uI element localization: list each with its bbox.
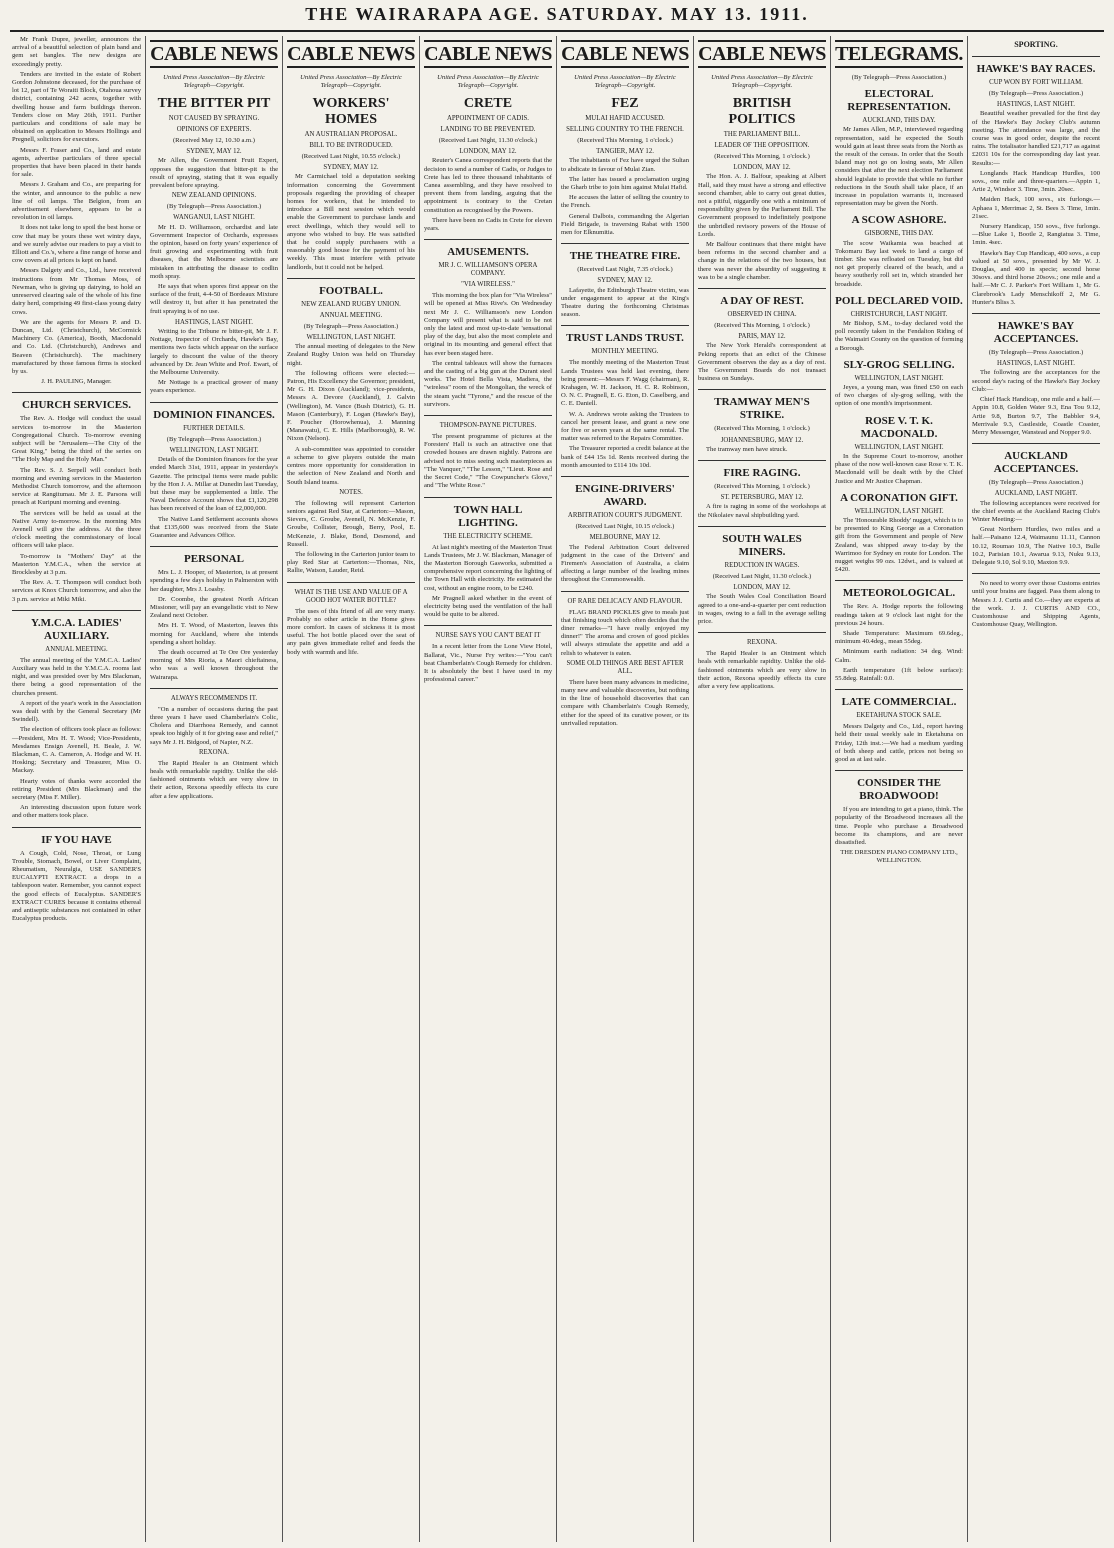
- subhead: BILL TO BE INTRODUCED.: [309, 142, 393, 149]
- subhead: LEADER OF THE OPPOSITION.: [714, 142, 810, 149]
- received-line: (Received Last Night, 7.35 o'clock.): [577, 266, 673, 274]
- dateline: WELLINGTON, LAST NIGHT.: [169, 446, 259, 454]
- para: A sub-committee was appointed to consider a scheme to give players outside the main centres more opportunity for consideration in the selection of New Zealand and North and South Island teams.: [287, 445, 415, 486]
- para: Earth temperature (1ft below surface): 55.8deg. Rainfall: 0.0.: [835, 666, 963, 682]
- para: Details of the Dominion finances for the year ended March 31st, 1911, appear in yesterday's Gazette. The principal items were made public by the Hon J. A. Millar at Dunedin last Tuesday, but these may be supplemented a little. The Naval Defence Account shows that £1,120,298 has been received of the loan of £2,000,000.: [150, 456, 278, 513]
- headline-auckland-acceptances: AUCKLAND ACCEPTANCES.: [993, 450, 1079, 476]
- dateline: SYDNEY, MAY 12.: [186, 148, 242, 156]
- headline-bitter-pit: THE BITTER PIT: [157, 96, 271, 111]
- subhead-rexona: REXONA.: [746, 639, 778, 647]
- para: Mr Bishop, S.M., to-day declared void the poll recently taken in the Fendalton Riding of the Waimairi County on the question of forming a Borough.: [835, 320, 963, 352]
- banner-cable-news: CABLE NEWS: [150, 40, 278, 68]
- subhead-old-things: SOME OLD THINGS ARE BEST AFTER ALL.: [566, 659, 684, 675]
- para: A fire is raging in some of the workshops at the Nikolaiev naval shipbuilding yard.: [698, 503, 826, 519]
- headline-dominion-finances: DOMINION FINANCES.: [153, 408, 275, 421]
- para: Jeyes, a young man, was fined £50 on each of two charges of sly-grog selling, with the option of one month's imprisonment.: [835, 384, 963, 408]
- dateline: PARIS, MAY 12.: [738, 333, 786, 341]
- headline-town-hall: TOWN HALL LIGHTING.: [453, 503, 523, 529]
- subhead: CUP WON BY FORT WILLIAM.: [989, 79, 1083, 86]
- headline-fire: FIRE RAGING.: [723, 467, 801, 480]
- dateline: LONDON, MAY 12.: [733, 164, 791, 172]
- headline-fez: FEZ: [611, 96, 639, 111]
- subhead-hot-water: WHAT IS THE USE AND VALUE OF A GOOD HOT WATER BOTTLE?: [294, 588, 408, 604]
- headline-personal: PERSONAL: [184, 553, 244, 566]
- received-line: (Received This Morning, 1 o'clock.): [714, 322, 810, 330]
- subhead: OBSERVED IN CHINA.: [727, 311, 797, 319]
- headline-day-of-rest: A DAY OF REST.: [720, 295, 804, 308]
- dateline: CHRISTCHURCH, LAST NIGHT.: [850, 310, 948, 318]
- para: Mr H. D. Williamson, orchardist and late Government Inspector of Orchards, expresses the opinion, based on forty years' experience of fruit growing and experimenting with fruit diseases, that the Melbourne scientists are mistaken in attributing the disease to codlin moth spray.: [150, 223, 278, 280]
- dateline: AUCKLAND, LAST NIGHT.: [994, 490, 1078, 498]
- ad-customs: No need to worry over those Customs entries until your brains are fagged. Pass them along to Messrs J. J. Curtis and Co.—they are experts at the work. J. J. CURTIS AND CO., Customhouse and Shipping Agents, Customhouse Quay, Wellington.: [972, 580, 1100, 629]
- para: Beautiful weather prevailed for the first day of the Hawke's Bay Jockey Club's autumn meeting. The attendance was large, and the course was in good order, despite the recent rains. The totalisator handled £21,717 as against £2031 10s for the corresponding day last year. Results:—: [972, 110, 1100, 167]
- para: The following acceptances were received for the chief events at the Auckland Racing Club's Winter Meeting:—: [972, 499, 1100, 523]
- dateline: HASTINGS, LAST NIGHT.: [997, 360, 1075, 368]
- divider: [424, 239, 552, 240]
- article-oil-lamps: Messrs J. Graham and Co., are preparing for the winter, and announce to the public a new line of oil lamps. The Belgion, from an advertisement elsewhere, appears to be a revolution in oil lamps.: [12, 181, 141, 222]
- subhead: MONTHLY MEETING.: [591, 348, 659, 356]
- headline-church: CHURCH SERVICES.: [21, 399, 132, 412]
- para: The annual meeting of delegates to the New Zealand Rugby Union was held on Thursday night.: [287, 343, 415, 367]
- received-line: (Received Last Night, 11.30 o'clock.): [712, 572, 812, 580]
- para: Shade Temperature: Maximum 69.6deg., minimum 40.4deg., mean 55deg.: [835, 629, 963, 646]
- para: The South Wales Coal Conciliation Board agreed to a one-and-a-quarter per cent reduction in wages, owing to a fall in the average selling price.: [698, 593, 826, 625]
- para: He says that when spores first appear on the surface of the fruit, 4-4-50 of Bordeaux Mixture will destroy it, but after it has penetrated the fruit spraying is of no use.: [150, 283, 278, 315]
- received-line: (Received Last Night, 11.30 o'clock.): [438, 137, 538, 144]
- para: This morning the box plan for "Via Wireless" will be opened at Miss Rive's. On Wednesday next Mr J. C. Williamson's new London Company will present what is said to be not only the latest and most up-to-date 'sensational play of the day, but also the most complete and original in its mounting and general effect that has ever been staged here.: [424, 292, 552, 357]
- ymca-para: An interesting discussion upon future work and other matters took place.: [12, 804, 141, 820]
- column-5: [556, 36, 693, 1542]
- para: He accuses the latter of selling the country to the French.: [561, 194, 689, 210]
- headline-engine-drivers: ENGINE-DRIVERS' AWARD.: [575, 483, 675, 509]
- para: The 'Honourable Rhoddy' nugget, which is to be presented to King George as a Coronation gift from the Government and people of New Zealand, was shipped away to-day by the Warrimoo for Sydney en route for London. The nugget weighs 99 ozs. 12dwt., and is valued at £420.: [835, 516, 963, 574]
- column-8: [967, 36, 1104, 1542]
- dateline: JOHANNESBURG, MAY 12.: [720, 436, 804, 444]
- para: Minimum earth radiation: 34 deg. Wind: Calm.: [835, 648, 963, 664]
- masthead: THE WAIRARAPA AGE. SATURDAY. MAY 13. 1911.: [305, 4, 809, 24]
- masthead-rule: [10, 30, 1104, 32]
- banner-cable-news: CABLE NEWS: [698, 40, 826, 68]
- article-fraser: Messrs F. Fraser and Co., land and estate agents, advertise particulars of three special properties that have been placed in their hands for sale.: [12, 146, 141, 179]
- headline-amusements: AMUSEMENTS.: [447, 246, 529, 259]
- para: In a recent letter from the Lone View Hotel, Ballarat, Vic., Nurse Fry writes:—"You can't beat Chamberlain's Cough Remedy for children. It is absolutely the best I have used in my professional career.": [424, 643, 552, 684]
- subhead: MULAI HAFID ACCUSED.: [585, 115, 665, 122]
- headline-football: FOOTBALL.: [319, 284, 383, 297]
- dateline: SYDNEY, MAY 12.: [597, 277, 653, 285]
- divider: [424, 625, 552, 626]
- para: There have been no Cadis in Crete for eleven years.: [424, 216, 552, 233]
- divider: [835, 580, 963, 581]
- ymca-para: The election of officers took place as follows:—President, Mrs H. T. Wood; Vice-Presidents, Mesdames Ensign Avenell, H. Beale, J. W. Blackman, C. A. Cameron, A. Hodge and W. H. Hosking; Secretary and Treasurer, Miss O. Mackay.: [12, 726, 141, 775]
- headline-electoral: ELECTORAL REPRESENTATION.: [847, 88, 951, 114]
- para: The Rev. A. Hodge reports the following readings taken at 9 o'clock last night for the previous 24 hours.: [835, 603, 963, 627]
- para: The Federal Arbitration Court delivered judgment in the case of the Drivers' and Firemen's Association of Australia, a claim affecting a large number of the leading mines throughout the Commonwealth.: [561, 543, 689, 584]
- received-line: (By Telegraph—Press Association.): [303, 322, 399, 330]
- ad-eucalypti: A Cough, Cold, Nose, Throat, or Lung Trouble, Stomach, Bowel, or Liver Complaint, Rheumatism, Neuralgia, USE SANDER'S EUCALYPTI EXTRACT. a drops in a tablespoon water. Remember, you cannot expect the good effects of Eucalyptus. SANDER'S EXTRACT CURES because it contains ethereal and antiseptic substances not contained in other Eucalyptus products.: [12, 849, 141, 923]
- column-3: [282, 36, 419, 1542]
- para: The inhabitants of Fez have urged the Sultan to abdicate in favour of Mulai Zian.: [561, 157, 689, 173]
- article-agents: We are the agents for Messrs P. and D. Duncan, Ltd. (Christchurch), McCormick Machinery Co. (America), Booth, Macdonald and Co. Ltd. (Christchurch), Andrews and Beaven (Christchurch). The machinery manufactured by those famous firms is stocked by us.: [12, 318, 141, 375]
- subhead: NEW ZEALAND RUGBY UNION.: [301, 300, 401, 308]
- headline-rose: ROSE V. T. K. MACDONALD.: [860, 414, 938, 440]
- divider: [561, 591, 689, 592]
- divider: [287, 278, 415, 279]
- dateline: LONDON, MAY 12.: [459, 148, 517, 156]
- para: In the Supreme Court to-morrow, another phase of the now well-known case Rose v. T. K. Macdonald will be dealt with by the Chief Justice and Mr Justice Chapman.: [835, 452, 963, 485]
- received-line: (By Telegraph—Press Association.): [988, 349, 1084, 357]
- article-tenders: Tenders are invited in the estate of Robert Gordon Johnstone deceased, for the purchase of lot 12, part of Te Woraiti Block, Otahoua survey district, containing 242 acres, together with dwelling house and farm buildings thereon. Tenders close on May 26th, 1911. Further particulars and conditions of sale may be obtained on application to Messrs Hollings and Pregnell, solicitors for executors.: [12, 70, 141, 144]
- para: Mrs H. T. Wood, of Masterton, leaves this morning for Auckland, where she intends spending a short holiday.: [150, 622, 278, 646]
- para: The following are the acceptances for the second day's racing of the Hawke's Bay Jockey Club:—: [972, 369, 1100, 393]
- para: Maiden Hack, 100 sovs., six furlongs.—Aphaea 1, Merrimac 2, St. Bees 3. Time, 1min. 21sec.: [972, 196, 1100, 220]
- subhead-nurse: NURSE SAYS YOU CAN'T BEAT IT: [435, 632, 541, 640]
- subhead: FURTHER DETAILS.: [183, 424, 245, 432]
- dateline: WELLINGTON, LAST NIGHT.: [306, 334, 396, 342]
- para: The Treasurer reported a credit balance at the bank of £44 15s 1d. Rents received during the month amounted to £114 10s 10d.: [561, 445, 689, 469]
- church-para: The services will be held as usual at the Native Army to-morrow. In the morning Mrs Avenell will give the address. At the three o'clock meeting the commissionary of local officers will take place.: [12, 509, 141, 550]
- para: At last night's meeting of the Masterton Trust Lands Trustees, Mr J. W. Blackman, Manager of the Masterton Borough Gasworks, submitted a comprehensive report concerning the lighting of the Town Hall with electricity. He estimated the cost, without an engine room, to be £240.: [424, 543, 553, 592]
- divider: [972, 573, 1100, 574]
- subhead-rexona: REXONA.: [198, 748, 230, 756]
- divider: [561, 325, 689, 326]
- subhead: OPINIONS OF EXPERTS.: [176, 126, 252, 133]
- column-6: [693, 36, 830, 1542]
- received-line: (Received This Morning, 1 o'clock.): [714, 483, 810, 491]
- headline-miners: SOUTH WALES MINERS.: [722, 532, 802, 558]
- para: The Hon. A. J. Balfour, speaking at Albert Hall, said they must have a strong and effective second chamber, able to carry out great duties, not a pitiful, niggardly one with a minimum of responsibility given by the Parliament Bill. The Government proposed to indefinitely postpone the unbridled revisory powers of the House of Lords.: [698, 173, 826, 238]
- para: Mr Balfour continues that there might have been reforms in the second chamber and a change in the relations of the two houses, but there was never the absurdity of suggesting it was to be a single chamber.: [698, 241, 826, 281]
- subhead: AN AUSTRALIAN PROPOSAL.: [304, 131, 398, 138]
- dateline: WELLINGTON, LAST NIGHT.: [854, 507, 944, 515]
- headline-british-politics: BRITISH POLITICS: [728, 96, 796, 127]
- divider: [12, 392, 141, 393]
- para: Mrs L. J. Hooper, of Masterton, is at present spending a few days holiday in Palmerston with her daughter, Mrs J. Loasby.: [150, 569, 278, 593]
- para: Dr. Coombe, the greatest North African Missioner, will pay an evangelistic visit to New Zealand next October.: [150, 595, 278, 620]
- para: The Native Land Settlement accounts shows that £135,600 was received from the State Guarantee and Advances Office.: [150, 515, 278, 539]
- divider: [561, 243, 689, 244]
- headline-scow: A SCOW ASHORE.: [851, 214, 947, 227]
- para: Mr James Allen, M.P., interviewed regarding representation, said he expected the South would gain at least three seats from the North as the result of the census. In order that the South Island may not go on losing seats, Mr Allen considers that after the next election Parliament should legislate to provide that while no further reductions in the South shall take place, if an increase in population warrants it, increased representation may be given the North.: [835, 126, 963, 208]
- subhead-notes: NOTES.: [339, 488, 363, 496]
- divider: [150, 402, 278, 403]
- divider: [835, 689, 963, 690]
- divider: [698, 389, 826, 390]
- headline-trust-lands: TRUST LANDS TRUST.: [566, 332, 684, 345]
- para: Mr Nottage is a practical grower of many years experience.: [150, 379, 278, 395]
- subhead: REDUCTION IN WAGES.: [724, 561, 800, 569]
- banner-cable-news: CABLE NEWS: [561, 40, 689, 68]
- divider: [287, 582, 415, 583]
- banner-cable-news: CABLE NEWS: [287, 40, 415, 68]
- subhead-pictures: THOMPSON-PAYNE PICTURES.: [439, 422, 537, 430]
- church-para: To-morrow is "Mothers' Day" at the Masterton Y.M.C.A., when the service at Brocklesby at 3 p.m.: [12, 552, 141, 576]
- para: The present programme of pictures at the Foresters' Hall is such an attractive one that crowded houses are drawn nightly. Patrons are advised not to miss seeing such masterpieces as "The Vanquer," "The Lesson," "Lieut. Rose and the Secret Code," "The Cowpuncher's Glove," and "The White Rose.": [424, 433, 552, 490]
- article-horse-covers: It does not take long to spoil the best horse or cow that may be yours these wet wintry days, and we surely advise our readers to pay a visit to Elliott and Co.'s, where a fine range of horse and cow covers at all prices is kept on hand.: [12, 224, 141, 265]
- columns: [8, 36, 1106, 1542]
- subhead: APPOINTMENT OF CADIS.: [446, 115, 529, 122]
- received-line: (By Telegraph—Press Association.): [166, 203, 262, 211]
- subhead: MR J. C. WILLIAMSON'S OPERA COMPANY.: [438, 262, 538, 278]
- headline-broadwood: CONSIDER THE BROADWOOD!: [857, 777, 941, 803]
- para: "On a number of occasions during the past three years I have used Chamberlain's Colic, Cholera and Diarrhoea Remedy, and cannot speak too highly of it for giving ease and relief," says Mr J. H. Bidgood, of Napier, N.Z.: [150, 705, 278, 746]
- credit-line: United Press Association—By Electric Telegraph—Copyright.: [163, 74, 265, 89]
- divider: [12, 610, 141, 611]
- church-para: The Rev. A. Hodge will conduct the usual services to-morrow in the Masterton Congregational Church. To-morrow evening subject will be "Jerusalem—The City of the Great King," being the third of the series on "The Holy Map and the Holy Man.": [12, 415, 141, 464]
- ymca-para: Hearty votes of thanks were accorded the retiring President (Mrs Blackman) and the secretary (Miss F. Miller).: [12, 777, 141, 802]
- subhead: ARBITRATION COURT'S JUDGMENT.: [567, 512, 683, 520]
- divider: [972, 56, 1100, 57]
- subhead-pickles: OF RARE DELICACY AND FLAVOUR.: [567, 597, 683, 605]
- column-2: [145, 36, 282, 1542]
- dateline: LONDON, MAY 12.: [733, 584, 791, 592]
- headline-sly-grog: SLY-GROG SELLING.: [843, 358, 955, 371]
- received-line: (Received This Morning, 1 o'clock.): [714, 425, 810, 433]
- article-jeweller: Mr Frank Dupre, jeweller, announces the arrival of a beautiful selection of plain band and gem set bangles. The new designs are exceedingly pretty.: [12, 36, 141, 68]
- divider: [835, 770, 963, 771]
- subhead: ANNUAL MEETING.: [319, 311, 383, 319]
- para: Mr Pragnell asked whether in the event of electricity being used the ventilation of the hall would be quite to be altered.: [424, 594, 552, 619]
- credit-line: United Press Association—By Electric Telegraph—Copyright.: [437, 74, 539, 89]
- dateline: ST. PETERSBURG, MAY 12.: [720, 494, 804, 502]
- para: The uses of this friend of all are very many. Probably no other article in the Home gives more comfort. In cases of sickness it is most useful. The hot bottle placed over the seat of any pain gives immediate relief and feeds the body with warmth and life.: [287, 607, 415, 656]
- para: There have been many advances in medicine, many new and valuable discoveries, but nothing in the line of household discoveries that can compare with Chamberlain's Cough Remedy, either for the speed of its curative power, or its unrivalled reputation.: [561, 678, 689, 727]
- column-4: [419, 36, 556, 1542]
- subhead: "VIA WIRELESS.": [461, 281, 515, 289]
- para: Lafayette, the Edinburgh Theatre victim, was under engagement to appear at the King's Theatre during the forthcoming Christmas season.: [561, 286, 689, 319]
- divider: [150, 688, 278, 689]
- ymca-para: The annual meeting of the Y.M.C.A. Ladies' Auxiliary was held in the Y.M.C.A. rooms last night, and was presided over by Mrs Blackman, there being a good representation of the churches present.: [12, 656, 141, 697]
- banner-telegrams: TELEGRAMS.: [835, 40, 963, 68]
- divider: [972, 313, 1100, 314]
- headline-hawkes-bay-races: HAWKE'S BAY RACES.: [976, 63, 1096, 75]
- divider: [698, 288, 826, 289]
- subhead-ymca: ANNUAL MEETING.: [45, 645, 108, 653]
- para: The tramway men have struck.: [706, 445, 788, 453]
- para: General Dalbois, commanding the Algerian Field Brigade, is traversing Rabat with 1500 men for Elknumitia.: [561, 212, 689, 237]
- para: The death occurred at Te Ore Ore yesterday morning of Mrs Rioria, a Maori chieftainess, who was a well known throughout the Wairarapa.: [150, 648, 278, 681]
- signoff: J. H. PAULING, Manager.: [41, 378, 112, 386]
- column-1: [8, 36, 145, 1542]
- subhead: LANDING TO BE PREVENTED.: [440, 126, 536, 133]
- para: Messrs Dalgety and Co., Ltd., report having held their usual weekly sale in Eketahuna on Friday, 12th inst.:—We had a medium yarding of both sheep and cattle, prices not being so good as at last sale.: [835, 723, 963, 763]
- para: The following officers were elected:—Patron, His Excellency the Governor; president, Mr G. H. Dixon (Auckland); vice-presidents, Messrs A. Devore (Auckland), J. Galvin (Wellington), M. Vance (Bush District), G. H. Mason (Canterbury), F. Logan (Hawke's Bay), F. Poucher (Horowhenua), J. Manning (Manawatu), C. E. Hills (Marlborough), R. W. Nixon (Nelson).: [287, 369, 415, 443]
- para: The following in the Carterton junior team to play Red Star at Carterton:—Thomas, Nix, Rallie, Watson, Lauder, Reid.: [287, 550, 415, 575]
- divider: [698, 526, 826, 527]
- credit-line: (By Telegraph—Press Association.): [851, 74, 947, 81]
- divider: [150, 546, 278, 547]
- para: The latter has issued a proclamation urging the Gharb tribe to join him against Mulai Hafid.: [561, 175, 689, 192]
- para: Mr Allen, the Government Fruit Expert, opposes the suggestion that bitter-pit is the result of spraying, stating that it was equally prevalent before spraying.: [150, 157, 278, 190]
- divider: [424, 497, 552, 498]
- headline-ad: IF YOU HAVE: [41, 833, 112, 846]
- headline-workers-homes: WORKERS' HOMES: [312, 96, 390, 127]
- para: Nursery Handicap, 150 sovs., five furlongs.—Blue Lake 1, Bootle 2, Rangiatua 3. Time, 1min. 4sec.: [972, 223, 1100, 247]
- dateline: AUCKLAND, THIS DAY.: [862, 117, 936, 125]
- headline-poll: POLL DECLARED VOID.: [835, 294, 963, 307]
- received-line: (Received Last Night, 10.55 o'clock.): [301, 153, 401, 160]
- received-line: (Received This Morning, 1 o'clock.): [714, 153, 810, 160]
- para: FLAG BRAND PICKLES give to meals just that finishing touch which often decides that the diner remarks—"I have really enjoyed my dinner!" The aroma and crown of good pickles will always stimulate the appetite and add a relish to whatever is eaten.: [561, 608, 689, 657]
- headline-commercial: LATE COMMERCIAL.: [841, 696, 957, 709]
- para: The following will represent Carterton seniors against Red Star, at Carterton:—Mason, Sievers, C. Groube, Avenell, N. McKenzie, F. Groube, Collister, Brough, Berry, Pool, E. McKenzie, J. Blake, Bond, Desmond, and Russell.: [287, 499, 415, 548]
- divider: [698, 632, 826, 633]
- received-line: (By Telegraph—Press Association.): [988, 479, 1084, 487]
- headline-hawkes-acceptances: HAWKE'S BAY ACCEPTANCES.: [993, 320, 1079, 346]
- dateline: MELBOURNE, MAY 12.: [589, 534, 661, 542]
- ad-signoff: THE DRESDEN PIANO COMPANY LTD., WELLINGTON.: [840, 849, 958, 865]
- headline-sporting: SPORTING.: [1014, 40, 1058, 49]
- credit-line: United Press Association—By Electric Telegraph—Copyright.: [711, 74, 813, 89]
- credit-line: United Press Association—By Electric Telegraph—Copyright.: [300, 74, 402, 89]
- para: The Rapid Healer is an Ointment which heals with remarkable rapidity. Unlike the old-fashioned ointments which are very slow in their action, Rexona speedily effects its cure after a few applications.: [150, 759, 278, 800]
- para: If you are intending to get a piano, think. The popularity of the Broadwood increases all the time. People who purchase a Broadwood become its champions, and are never dissatisfied.: [835, 806, 963, 846]
- received-line: (Received May 12, 10.30 a.m.): [172, 137, 256, 144]
- church-para: The Rev. S. J. Serpell will conduct both morning and evening services in the Masterton Methodist Church tomorrow, and the afternoon service at Rangitumau. Mr J. E. Parsons will preach at Kuripuni morning and evening.: [12, 466, 141, 507]
- dateline: GISBORNE, THIS DAY.: [864, 230, 934, 238]
- para: The New York Herald's correspondent at Peking reports that an edict of the Chinese Government observes the day as a day of rest. The Government Boards do not transact business on Sundays.: [698, 342, 826, 383]
- dateline: HASTINGS, LAST NIGHT.: [175, 318, 253, 326]
- column-7: [830, 36, 967, 1542]
- dateline: WELLINGTON, LAST NIGHT.: [854, 443, 944, 451]
- dateline: HASTINGS, LAST NIGHT.: [997, 101, 1075, 109]
- para: Hawke's Bay Cup Handicap, 400 sovs., a cup valued at 50 sovs., presented by Mr W. J. Douglas, and 400 in specie; second horse 30sovs. and third horse 20sovs.; one mile and a half.—Mr C. J. Parker's Fort William 1, Mr G. Clarebrook's Lady Menschikoff 2, Mr G. Hunter's Bliss 3.: [972, 249, 1100, 306]
- para: Great Northern Hurdles, two miles and a half.—Paisano 12.4, Waimaunu 11.11, Cannon 10.12, Roumao 10.9, The Native 10.3, Bulle 10.2, Parisian 10.1, Awarua 9.13, Nuku 9.13, Delegate 9.10, Sol 9.10, Maxton 9.9.: [972, 526, 1100, 566]
- divider: [12, 827, 141, 828]
- subhead: EKETAHUNA STOCK SALE.: [856, 712, 942, 720]
- dateline: SYDNEY, MAY 12.: [323, 164, 379, 172]
- headline-theatre-fire: THE THEATRE FIRE.: [569, 250, 681, 263]
- received-line: (By Telegraph—Press Association.): [166, 435, 262, 443]
- divider: [424, 415, 552, 416]
- para: The monthly meeting of the Masterton Trust Lands Trustees was held last evening, there being present:—Messrs F. Wagg (chairman), R. Krahagen, W. H. Jackson, H. C. R. Robinson, O. N. C. Pragnell, E. G. Eton, D. Caselberg, and C. E. Daniell.: [561, 359, 689, 408]
- headline-coronation-gift: A CORONATION GIFT.: [840, 491, 958, 504]
- subhead: THE ELECTRICITY SCHEME.: [443, 532, 533, 540]
- para: Reuter's Canea correspondent reports that the decision to send a number of Cadis, or Judges to Crete has led to three thousand inhabitants of Canea assembling, and they have resolved to prevent them from landing, arguing that the appointment is contrary to the Cretan constitution as recognised by the Powers.: [424, 157, 552, 214]
- received-line: (Received This Morning, 1 o'clock.): [577, 137, 673, 144]
- dateline: TANGIER, MAY 12.: [596, 148, 654, 156]
- received-line: (Received Last Night, 10.15 o'clock.): [575, 523, 675, 531]
- subhead: THE PARLIAMENT BILL.: [723, 131, 801, 138]
- para: Writing to the Tribune re bitter-pit, Mr J. F. Nottage, Inspector of Orchards, Hawke's Bay, mentions two facts which appear on the surface largely to discount the value of the theory advanced by Dr. Jean White and Prof. Ewart, of the Melbourne University.: [150, 328, 278, 377]
- subhead: NOT CAUSED BY SPRAYING.: [168, 115, 260, 122]
- dateline: WELLINGTON, LAST NIGHT.: [854, 374, 944, 382]
- divider: [561, 476, 689, 477]
- subhead: SELLING COUNTRY TO THE FRENCH.: [566, 126, 684, 133]
- para: The central tableaux will show the furnaces and the casting of a big gun at the Durant steel works. The Hotel Bella Vista, Madiera, the "wireless" room of the Mongolian, the wreck of the steam yacht "Tyrone," and the rescue of the survivors.: [424, 359, 552, 408]
- subhead-recommends: ALWAYS RECOMMENDS IT.: [170, 694, 258, 702]
- headline-crete: CRETE: [463, 96, 513, 111]
- headline-ymca: Y.M.C.A. LADIES' AUXILIARY.: [31, 616, 122, 642]
- credit-line: United Press Association—By Electric Telegraph—Copyright.: [574, 74, 676, 89]
- headline-meteorological: METEOROLOGICAL.: [842, 587, 956, 600]
- banner-cable-news: CABLE NEWS: [424, 40, 552, 68]
- article-dalgety: Messrs Dalgety and Co., Ltd., have received instructions from Mr Thomas Moss, of Newman, who is giving up dairying, to hold an unreserved clearing sale of the whole of his fine dairy herd, comprising 49 first-class young dairy cows.: [12, 267, 141, 316]
- para: Chief Hack Handicap, one mile and a half.—Appin 10.8, Golden Water 9.3, Ena Tou 9.12, Artie 9.8, Burton 9.7, The Babbler 9.4, Merrivale 9.3, Castleside, Coastle Coaster, Merry Messenger, Wanstead and Nopper 9.0.: [972, 396, 1100, 436]
- church-para: The Rev. A. T. Thompson will conduct both services at Knox Church tomorrow, and also the 3 p.m. service at Miki Miki.: [12, 579, 141, 603]
- headline-tramway: TRAMWAY MEN'S STRIKE.: [714, 396, 810, 422]
- subhead: NEW ZEALAND OPINIONS.: [171, 192, 257, 200]
- divider: [698, 460, 826, 461]
- received-line: (By Telegraph—Press Association.): [988, 90, 1084, 97]
- dateline: WANGANUI, LAST NIGHT.: [173, 214, 255, 222]
- para: The Rapid Healer is an Ointment which heals with remarkable rapidity. Unlike the old-fashioned ointments which are very slow in their action, Rexona speedily effects its cure after a very few applications.: [698, 650, 826, 690]
- para: The scow Waikamia was beached at Tokomaru Bay last week to land a cargo of timber. She was refloated on Tuesday, but did not get properly cleared of the beach, and a heavy southerly roll set in, which stranded her broadside.: [835, 239, 963, 288]
- divider: [972, 443, 1100, 444]
- ymca-para: A report of the year's work in the Association was dealt with by the General Secretary (Mr Swindell).: [12, 699, 141, 724]
- para: Longlands Hack Handicap Hurdles, 100 sovs., one mile and three-quarters.—Appin 1, Artie 2, Windsor 3. Time, 3min. 20sec.: [972, 169, 1100, 194]
- para: W. A. Andrews wrote asking the Trustees to cancel her present lease, and grant a new one for five or seven years at the same rental. The matter was referred to the Repairs Committee.: [561, 410, 689, 443]
- para: Mr Carmichael told a deputation seeking information concerning the Government proposals regarding the providing of cheaper homes for workers, that he intended to introduce a Bill next session which would enable the Government to purchase lands and erect dwellings, which they would sell to anyone who wished to buy. He was satisfied that he could supply purchasers with a reasonably good house for the payment of his weekly. This must interfere with private landlords, but it could not be helped.: [287, 173, 415, 271]
